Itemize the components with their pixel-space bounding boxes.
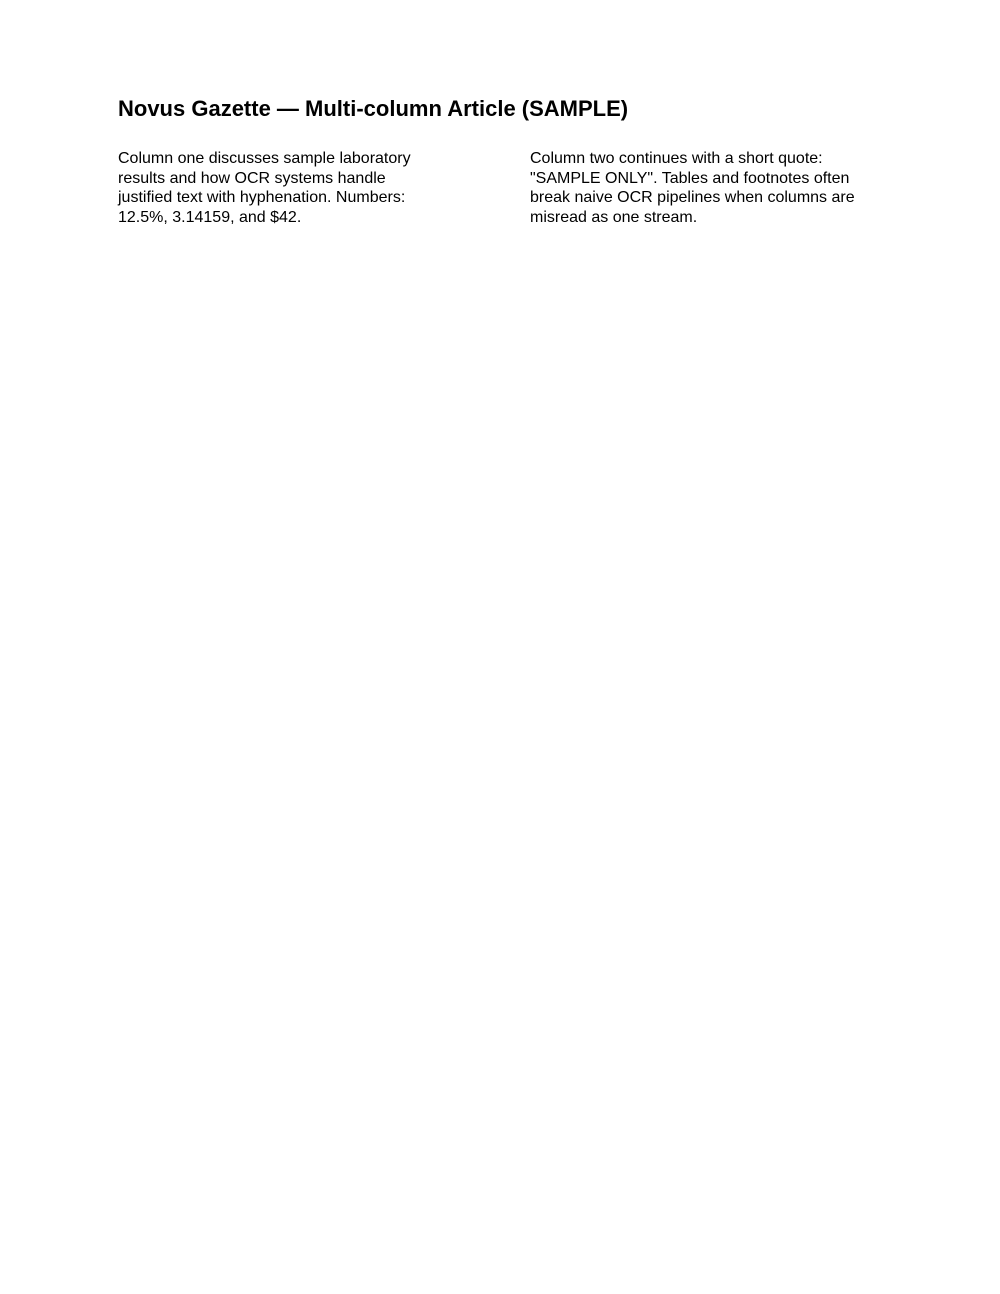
column-one-line: justified text with hyphenation. Numbers: [118, 189, 406, 207]
column-two-line: "SAMPLE ONLY". Tables and footnotes often [530, 169, 850, 187]
article-column-one [118, 149, 448, 227]
article-column-two [530, 149, 880, 227]
column-two-line: break naive OCR pipelines when columns are [530, 189, 855, 207]
column-one-line: results and how OCR systems handle [118, 169, 386, 187]
article-title: Novus Gazette — Multi-column Article (SAMPLE) [118, 96, 629, 121]
column-two-line: misread as one stream. [530, 208, 698, 226]
column-two-line: Column two continues with a short quote: [530, 150, 823, 167]
column-one-line: 12.5%, 3.14159, and $42. [118, 208, 302, 226]
column-one-line: Column one discusses sample laboratory [118, 150, 411, 167]
